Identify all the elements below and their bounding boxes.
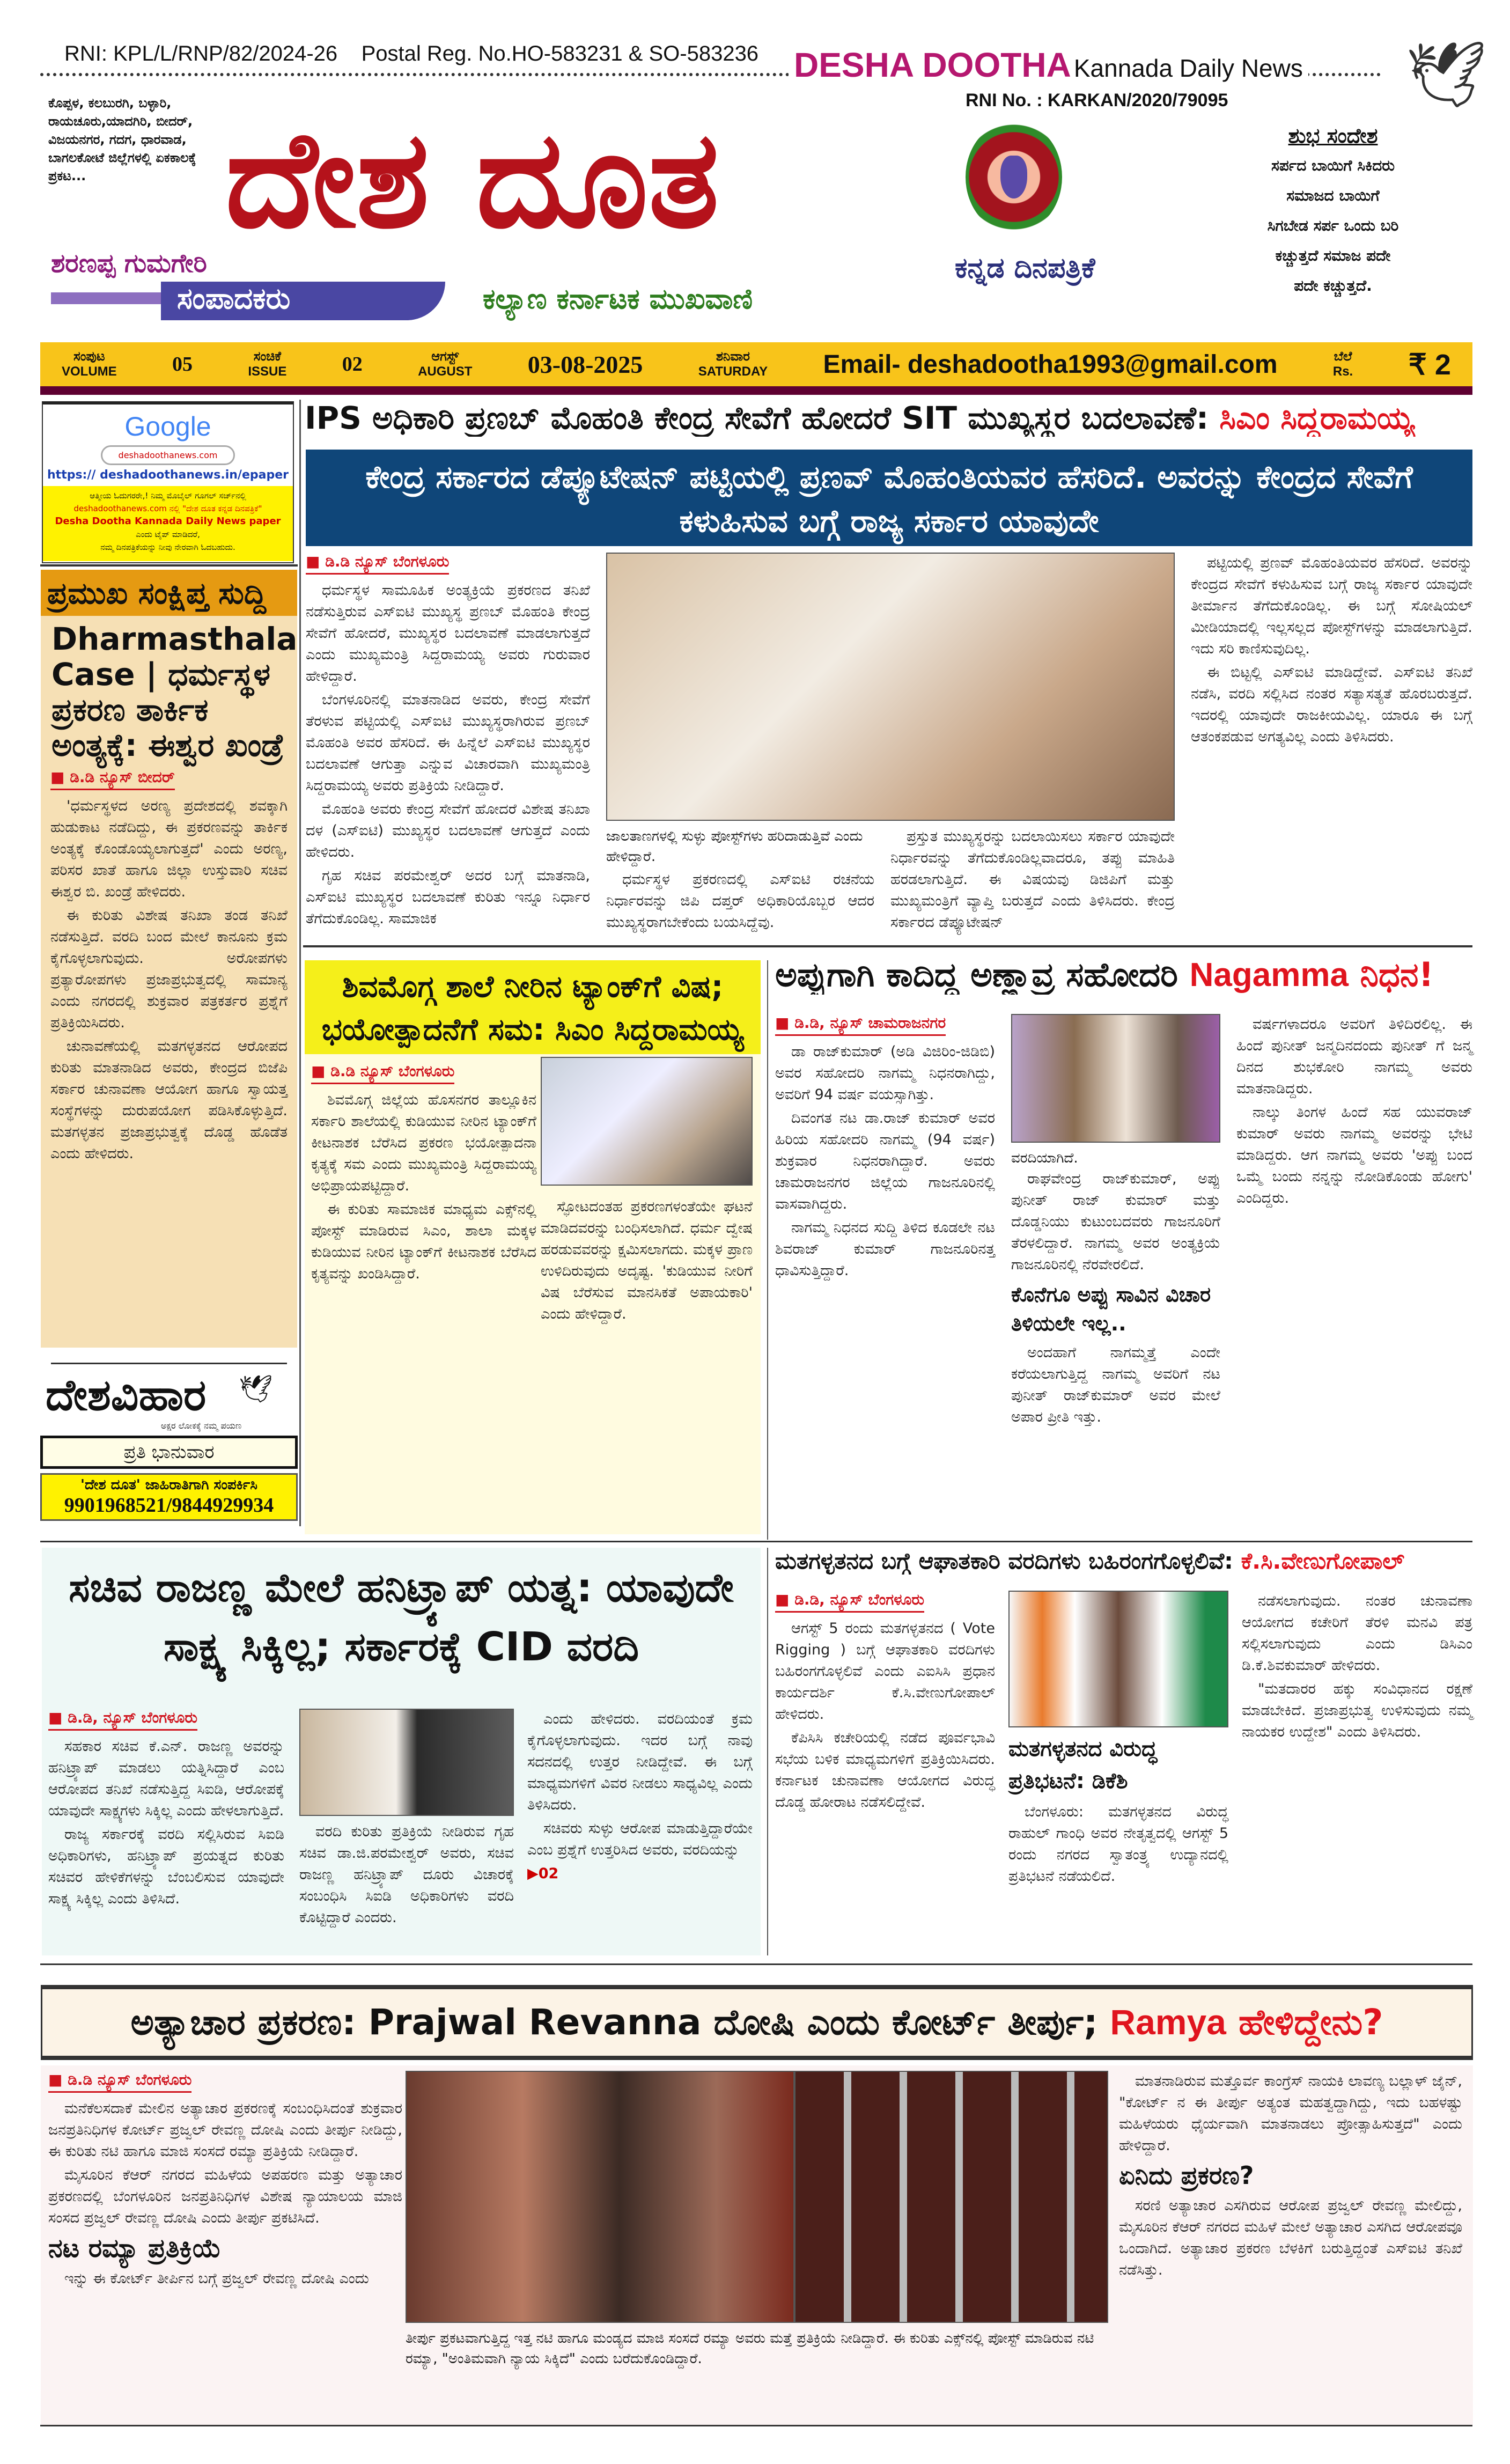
paragraph: "ಮತದಾರರ ಹಕ್ಕು ಸಂವಿಧಾನದ ರಕ್ಷಣೆ ಮಾಡಬೇಕಿದೆ. ಪ್ರಜಾಪ್ರಭುತ್ವ ಉಳಿಸುವುದು ನಮ್ಮ ನಾಯಕರ ಉದ್ದೇಶ" ಎಂದು ತಿಳಿಸಿದರು. [1242,1681,1472,1740]
headline-text: ಮತಗಳ್ಳತನದ ಬಗ್ಗೆ ಆಘಾತಕಾರಿ ವರದಿಗಳು ಬಹಿರಂಗಗೊಳ್ಳಲಿವೆ: [775,1548,1233,1574]
info-bar [40,342,1472,386]
paragraph: ಆಗಸ್ಟ್ 5 ರಂದು ಮತಗಳ್ಳತನದ ( Vote Rigging ) ಬಗ್ಗೆ ಆಘಾತಕಾರಿ ವರದಿಗಳು ಬಹಿರಂಗಗೊಳ್ಳಲಿವೆ ಎಂದು ಎಐಸಿಸಿ ಪ್ರಧಾನ ಕಾರ್ಯದರ್ಶಿ ಕೆ.ಸಿ.ವೇಣುಗೋಪಾಲ್ ಹೇಳಿದರು. [775,1620,995,1723]
epaper-url[interactable]: https:// deshadoothanews.in/epaper [47,468,289,482]
issue-label [248,349,286,379]
rni-line [64,42,758,66]
venugopal-headline [775,1548,1472,1575]
headline-highlight: ಸಿಎಂ ಸಿದ್ದರಾಮಯ್ಯ [1219,400,1415,436]
shivamogga-col-1 [311,1062,536,1287]
headline-end: ಹೇಳಿದ್ದೇನು? [1238,2002,1383,2043]
message-title: ಶುಭ ಸಂದೇಶ [1288,124,1378,148]
article-body [50,796,288,1165]
lead-col-2 [606,869,874,936]
subhead: ಮತಗಳ್ಳತನದ ವಿರುದ್ಧ ಪ್ರತಿಭಟನೆ: ಡಿಕೆಶಿ [1008,1737,1158,1793]
continued-page: 02 [538,1865,559,1882]
venugopal-col-1 [775,1591,995,1815]
lead-article [306,553,1472,939]
ad-yellow [43,486,293,561]
paragraph: ಈ ಬಿಟ್ಟಲ್ಲಿ ಎಸ್‌ಐಟಿ ಮಾಡಿದ್ದೇವೆ. ಎಸ್‌ಐಟಿ ತನಿಖೆ ನಡೆಸಿ, ವರದಿ ಸಲ್ಲಿಸಿದ ನಂತರ ಸತ್ಯಾಸತ್ಯತೆ ಹೊರಬರುತ್ತದೆ. ಇದರಲ್ಲಿ ಯಾವುದೇ ರಾಜಕೀಯವಿಲ್ಲ. ಯಾರೂ ಈ ಬಗ್ಗೆ ಆತಂಕಪಡುವ ಅಗತ್ಯವಿಲ್ಲ ಎಂದು ತಿಳಿಸಿದರು. [1191,664,1472,745]
prajwal-col-3 [1119,2071,1462,2283]
siddaramaiah-photo [606,553,1175,821]
paragraph: ಪಟ್ಟಿಯಲ್ಲಿ ಪ್ರಣವ್ ಮೊಹಂತಿಯವರ ಹೆಸರಿದೆ. ಅವರನ್ನು ಕೇಂದ್ರದ ಸೇವೆಗೆ ಕಳುಹಿಸುವ ಬಗ್ಗೆ ರಾಜ್ಯ ಸರ್ಕಾರ ಯಾವುದೇ ತೀರ್ಮಾನ ತೆಗೆದುಕೊಂಡಿಲ್ಲ. ಈ ಬಗ್ಗೆ ಸೋಷಿಯಲ್ ಮೀಡಿಯಾದಲ್ಲಿ ಇಲ್ಲಸಲ್ಲದ ಪೋಸ್ಟ್‌ಗಳನ್ನು ಮಾಡಲಾಗುತ್ತಿದೆ. ಇದು ಸರಿ ಕಾಣಿಸುವುದಿಲ್ಲ. [1191,555,1472,657]
editor-role-badge [161,282,445,320]
paragraph: ಅಂದಹಾಗೆ ನಾಗಮ್ಮತ್ತೆ ಎಂದೇ ಕರೆಯಲಾಗುತ್ತಿದ್ದ ನಾಗಮ್ಮ ಅವರಿಗೆ ನಟ ಪುನೀತ್ ರಾಜ್‌ಕುಮಾರ್ ಅವರ ಮೇಲೆ ಅಪಾರ ಪ್ರೀತಿ ಇತ್ತು. [1011,1344,1220,1425]
nagamma-headline [775,955,1472,995]
divider [40,1541,1472,1542]
paragraph: ರಾಘವೇಂದ್ರ ರಾಜ್‌ಕುಮಾರ್, ಅಪ್ಪು ಪುನೀತ್ ರಾಜ್ ಕುಮಾರ್ ಮತ್ತು ದೊಡ್ಡನಿಯು ಕುಟುಂಬದವರು ಗಾಜನೂರಿಗೆ ತೆರಳಲಿದ್ದಾರೆ. ನಾಗಮ್ಮ ಅವರ ಅಂತ್ಯಕ್ರಿಯೆ ಗಾಜನೂರಿನಲ್ಲಿ ನೆರವೇರಲಿದೆ. [1011,1171,1220,1273]
headline-highlight: ಕೆ.ಸಿ.ವೇಣುಗೋಪಾಲ್ [1241,1548,1405,1574]
byline: ■ ಡಿ.ಡಿ ನ್ಯೂಸ್ ಬೆಂಗಳೂರು [306,553,449,575]
photo-caption: ಜಾಲತಾಣಗಳಲ್ಲಿ ಸುಳ್ಳು ಪೋಸ್ಟ್‌ಗಳು ಹರಿದಾಡುತ್ತಿವೆ ಎಂದು ಹೇಳಿದ್ದಾರೆ. [606,828,863,865]
paragraph: ಈ ಕುರಿತು ವಿಶೇಷ ತನಿಖಾ ತಂಡ ತನಿಖೆ ನಡೆಸುತ್ತಿದೆ. ವರದಿ ಬಂದ ಮೇಲೆ ಕಾನೂನು ಕ್ರಮ ಕೈಗೊಳ್ಳಲಾಗುವುದು. ಅರೋಪಗಳು ಪ್ರತ್ಯಾರೋಪಗಳು ಪ್ರಜಾಪ್ರಭುತ್ವದಲ್ಲಿ ಸಾಮಾನ್ಯ ಎಂದು ನಗರದಲ್ಲಿ ಶುಕ್ರವಾರ ಪತ್ರಕರ್ತರ ಪ್ರಶ್ನೆಗೆ ಪ್ರತಿಕ್ರಿಯಿಸಿದರು. [50,907,288,1031]
venugopal-col-2 [1008,1733,1228,1889]
divider [40,1963,1472,1965]
message-line: ಪದೇ ಕಚ್ಚುತ್ತದೆ. [1294,277,1372,295]
paragraph: ಮೊಹಂತಿ ಅವರು ಕೇಂದ್ರ ಸೇವೆಗೆ ಹೋದರೆ ವಿಶೇಷ ತನಿಖಾ ದಳ (ಎಸ್‌ಐಟಿ) ಮುಖ್ಯಸ್ಥರ ಬದಲಾವಣೆ ಆಗುತ್ತದೆ ಎಂದು ಹೇಳಿದರು. [306,801,590,860]
shivamogga-story [305,960,761,1534]
cm-photo [541,1057,753,1186]
brief-headline: Dharmasthala Case | ಧರ್ಮಸ್ಥಳ ಪ್ರಕರಣ ತಾರ್ಕಿಕ ಅಂತ್ಯಕ್ಕೆ: ಈಶ್ವರ ಖಂಡ್ರೆ [51,621,298,763]
india-map-icon [1000,156,1027,198]
brand-name: DESHA DOOTHA [794,46,1071,84]
byline: ■ ಡಿ.ಡಿ ನ್ಯೂಸ್ ಬೀದರ್ [50,768,175,790]
lead-col-1 [306,553,590,932]
rajanna-photo [299,1709,514,1816]
cid-col-1 [48,1709,284,1912]
cid-col-2 [299,1821,514,1931]
paragraph: ಪ್ರಸ್ತುತ ಮುಖ್ಯಸ್ಥರನ್ನು ಬದಲಾಯಿಸಲು ಸರ್ಕಾರ ಯಾವುದೇ ನಿರ್ಧಾರವನ್ನು ತೆಗೆದುಕೊಂಡಿಲ್ಲವಾದರೂ, ತಪ್ಪು ಮಾಹಿತಿ ಹರಡಲಾಗುತ್ತಿದೆ. ಈ ವಿಷಯವು ಡಿಜಿಪಿಗೆ ಮತ್ತು ಮುಖ್ಯಮಂತ್ರಿಗೆ ವ್ಯಾಪ್ತಿ ಬರುತ್ತದೆ ಎಂದು ತಿಳಿಸಿದರು. ಕೇಂದ್ರ ಸರ್ಕಾರದ ಡೆಪ್ಯೂಟೇಷನ್ [890,828,1175,931]
paragraph: ಶಿವಮೊಗ್ಗ ಜಿಲ್ಲೆಯ ಹೊಸನಗರ ತಾಲ್ಲೂಕಿನ ಸರ್ಕಾರಿ ಶಾಲೆಯಲ್ಲಿ ಕುಡಿಯುವ ನೀರಿನ ಟ್ಯಾಂಕ್‌ಗೆ ಕೀಟನಾಶಕ ಬೆರೆಸಿದ ಪ್ರಕರಣ ಭಯೋತ್ಪಾದನಾ ಕೃತ್ಯಕ್ಕೆ ಸಮ ಎಂದು ಮುಖ್ಯಮಂತ್ರಿ ಸಿದ್ದರಾಮಯ್ಯ ಅಭಿಪ್ರಾಯಪಟ್ಟಿದ್ದಾರೆ. [311,1092,536,1194]
tagline: ಕಲ್ಯಾಣ ಕರ್ನಾಟಕ ಮುಖವಾಣಿ [483,283,753,315]
price-label [1333,349,1353,379]
paragraph: ಮನೆಕೆಲಸದಾಕೆ ಮೇಲಿನ ಅತ್ಯಾಚಾರ ಪ್ರಕರಣಕ್ಕೆ ಸಂಬಂಧಿಸಿದಂತೆ ಶುಕ್ರವಾರ ಜನಪ್ರತಿನಿಧಿಗಳ ಕೋರ್ಟ್ ಪ್ರಜ್ವಲ್ ರೇವಣ್ಣ ದೋಷಿ ಎಂದು ತೀರ್ಪು ನೀಡಿದ್ದು, ಈ ಕುರಿತು ನಟಿ ಹಾಗೂ ಮಾಜಿ ಸಂಸದೆ ರಮ್ಯಾ ಪ್ರತಿಕ್ರಿಯೆ ನೀಡಿದ್ದಾರೆ. [48,2100,402,2160]
byline: ■ ಡಿ.ಡಿ, ನ್ಯೂಸ್ ಬೆಂಗಳೂರು [48,1709,197,1731]
editor-tab [51,292,169,304]
good-message [1255,121,1411,301]
byline: ■ ಡಿ.ಡಿ ನ್ಯೂಸ್ ಬೆಂಗಳೂರು [48,2071,191,2093]
subhead: ಏನಿದು ಪ್ರಕರಣ? [1119,2161,1254,2190]
volume-value: 05 [172,353,193,376]
registration-dots [40,2425,1472,2436]
issue-en: ISSUE [248,364,287,379]
paragraph: ದಿವಂಗತ ನಟ ಡಾ.ರಾಜ್ ಕುಮಾರ್ ಅವರ ಹಿರಿಯ ಸಹೋದರಿ ನಾಗಮ್ಮ (94 ವರ್ಷ) ಶುಕ್ರವಾರ ನಿಧನರಾಗಿದ್ದಾರೆ. ಅವರು ಚಾಮರಾಜನಗರ ಜಿಲ್ಲೆಯ ಗಾಜನೂರಿನಲ್ಲಿ ವಾಸವಾಗಿದ್ದರು. [775,1110,995,1212]
birds-icon: 🕊 [239,1373,273,1404]
price-en: Rs. [1332,364,1353,379]
volume-kn: ಸಂಪುಟ [73,349,105,364]
issue-value: 02 [342,353,363,376]
headline-end: ನಿಧನ! [1360,955,1434,994]
cid-col-3 [527,1709,753,1885]
price-kn: ಬೆಲೆ [1334,349,1352,364]
byline: ■ ಡಿ.ಡಿ ನ್ಯೂಸ್ ಬೆಂಗಳೂರು [311,1062,454,1084]
month-label [418,349,472,379]
day-kn: ಶನಿವಾರ [716,349,750,364]
regions-text: ಕೊಪ್ಪಳ, ಕಲಬುರಗಿ, ಬಳ್ಳಾರಿ, ರಾಯಚೂರು,ಯಾದಗಿರಿ, ಬೀದರ್, ವಿಜಯನಗರ, ಗದಗ, ಧಾರವಾಡ, ಬಾಗಲಕೋಟೆ ಜಿಲ್ಲೆಗಳಲ್ಲಿ ಏಕಕಾಲಕ್ಕೆ ಪ್ರಕಟ... [48,95,196,183]
headline-text: ಅಪ್ಪುಗಾಗಿ ಕಾದಿದ್ದ ಅಣ್ಣಾವ್ರ ಸಹೋದರಿ [775,955,1178,994]
column-divider [299,400,301,1526]
volume-label [62,349,117,379]
paragraph: ಧರ್ಮಸ್ಥಳ ಪ್ರಕರಣದಲ್ಲಿ ಎಸ್‌ಐಟಿ ರಚನೆಯ ನಿರ್ಧಾರವನ್ನು ಜಿಪಿ ದಪ್ತರ್ ಅಧಿಕಾರಿಯೊಬ್ಬರ ಆದರ ಮುಖ್ಯಸ್ಥರಾಗಬೇಕೆಂದು ಬಯಸಿದ್ದೆವು. [606,871,874,931]
paragraph: ಸ್ಫೋಟದಂತಹ ಪ್ರಕರಣಗಳಂತೆಯೇ ಘಟನೆ ಮಾಡಿದವರನ್ನು ಬಂಧಿಸಲಾಗಿದೆ. ಧರ್ಮ ದ್ವೇಷ ಹರಡುವವರನ್ನು ಕ್ಷಮಿಸಲಾಗದು. ಮಕ್ಕಳ ಪ್ರಾಣ ಉಳಿದಿರುವುದು ಅದೃಷ್ಟ. 'ಕುಡಿಯುವ ನೀರಿಗೆ ವಿಷ ಬೆರೆಸುವ ಮಾನಸಿಕತೆ ಅಪಾಯಕಾರಿ' ಎಂದು ಹೇಳಿದ್ದಾರೆ. [541,1198,753,1322]
day-label [698,349,768,379]
shivamogga-headline: ಶಿವಮೊಗ್ಗ ಶಾಲೆ ನೀರಿನ ಟ್ಯಾಂಕ್‌ಗೆ ವಿಷ; ಭಯೋತ್ಪಾದನೆಗೆ ಸಮ: ಸಿಎಂ ಸಿದ್ದರಾಮಯ್ಯ [305,960,761,1054]
paragraph: ಈ ಕುರಿತು ಸಾಮಾಜಿಕ ಮಾಧ್ಯಮ ಎಕ್ಸ್‌ನಲ್ಲಿ ಪೋಸ್ಟ್ ಮಾಡಿರುವ ಸಿಎಂ, ಶಾಲಾ ಮಕ್ಕಳ ಕುಡಿಯುವ ನೀರಿನ ಟ್ಯಾಂಕ್‌ಗೆ ಕೀಟನಾಶಕ ಬೆರೆಸಿದ ಕೃತ್ಯವನ್ನು ಖಂಡಿಸಿದ್ದಾರೆ. [311,1201,536,1282]
rni-number: RNI: KPL/L/RNP/82/2024-26 [64,42,338,65]
ramya-photo [406,2071,794,2323]
editor-name: ಶರಣಪ್ಪ ಗುಮಗೇರಿ [51,248,207,278]
paragraph: ಮೈಸೂರಿನ ಕೆಆರ್ ನಗರದ ಮಹಿಳೆಯ ಅಪಹರಣ ಮತ್ತು ಅತ್ಯಾಚಾರ ಪ್ರಕರಣದಲ್ಲಿ ಬೆಂಗಳೂರಿನ ಜನಪ್ರತಿನಿಧಿಗಳ ವಿಶೇಷ ನ್ಯಾಯಾಲಯ ಮಾಜಿ ಸಂಸದ ಪ್ರಜ್ವಲ್ ರೇವಣ್ಣ ದೋಷಿ ಎಂದು ತೀರ್ಪು ಪ್ರಕಟಿಸಿದೆ. [48,2167,402,2226]
venugopal-col-3 [1242,1591,1472,1745]
paragraph: ವರ್ಷಗಳಾದರೂ ಅವರಿಗೆ ತಿಳಿದಿರಲಿಲ್ಲ. ಈ ಹಿಂದೆ ಪುನೀತ್ ಜನ್ಮದಿನದಂದು ಪುನೀತ್ ಗೆ ಜನ್ಮ ದಿನದ ಶುಭಕೋರಿ ನಾಗಮ್ಮ ಅವರು ಮಾತನಾಡಿದ್ದರು. [1236,1016,1472,1097]
byline: ■ ಡಿ.ಡಿ, ನ್ಯೂಸ್ ಬೆಂಗಳೂರು [775,1591,924,1613]
paragraph: ಇನ್ನು ಈ ಕೋರ್ಟ್ ತೀರ್ಪಿನ ಬಗ್ಗೆ ಪ್ರಜ್ವಲ್ ರೇವಣ್ಣ ದೋಷಿ ಎಂದು [64,2270,369,2287]
lead-col-4 [1191,553,1472,750]
issue-kn: ಸಂಚಿಕೆ [253,349,281,364]
venugopal-story [775,1548,1472,1955]
paragraph: ಚುನಾವಣೆಯಲ್ಲಿ ಮತಗಳ್ಳತನದ ಆರೋಪದ ಕುರಿತು ಮಾತನಾಡಿದ ಅವರು, ಕೇಂದ್ರದ ಬಿಜೆಪಿ ಸರ್ಕಾರ ಚುನಾವಣಾ ಆಯೋಗ ಹಾಗೂ ಸ್ವಾಯತ್ತ ಸಂಸ್ಥೆಗಳನ್ನು ದುರುಪಯೋಗ ಪಡಿಸಿಕೊಳ್ಳುತ್ತಿದೆ. ಮತಗಳ್ಳತನ ಪ್ರಜಾಪ್ರಭುತ್ವಕ್ಕೆ ದೊಡ್ಡ ಹೊಡೆತ ಎಂದು ಹೇಳಿದರು. [50,1038,288,1162]
message-line: ಸಮಾಜದ ಬಾಯಿಗೆ [1286,187,1380,204]
brief-article [41,768,297,1165]
column-divider [767,960,768,1540]
byline: ■ ಡಿ.ಡಿ, ನ್ಯೂಸ್ ಚಾಮರಾಜನಗರ [775,1014,946,1036]
paragraph: ನಡೆಸಲಾಗುವುದು. ನಂತರ ಚುನಾವಣಾ ಆಯೋಗದ ಕಚೇರಿಗೆ ತೆರಳಿ ಮನವಿ ಪತ್ರ ಸಲ್ಲಿಸಲಾಗುವುದು ಎಂದು ಡಿಸಿಎಂ ಡಿ.ಕೆ.ಶಿವಕುಮಾರ್ ಹೇಳಿದರು. [1242,1593,1472,1674]
postal-reg: Postal Reg. No.HO-583231 & SO-583236 [361,42,759,65]
paragraph: ಧರ್ಮಸ್ಥಳ ಸಾಮೂಹಿಕ ಅಂತ್ಯಕ್ರಿಯೆ ಪ್ರಕರಣದ ತನಿಖೆ ನಡೆಸುತ್ತಿರುವ ಎಸ್‌ಐಟಿ ಮುಖ್ಯಸ್ಥ ಪ್ರಣಬ್ ಮೊಹಂತಿ ಕೇಂದ್ರ ಸೇವೆಗೆ ಹೋದರೆ, ಮುಖ್ಯಸ್ಥರ ಬದಲಾವಣೆ ಮಾಡಲಾಗುತ್ತದೆ ಎಂದು ಮುಖ್ಯಮಂತ್ರಿ ಸಿದ್ದರಾಮಯ್ಯ ಅವರು ಗುರುವಾರ ಹೇಳಿದ್ದಾರೆ. [306,582,590,685]
subhead: ಕೊನೆಗೂ ಅಪ್ಪು ಸಾವಿನ ವಿಚಾರ ತಿಳಿಯಲೇ ಇಲ್ಲ.. [1011,1283,1211,1335]
search-box: deshadoothanews.com [101,445,235,465]
google-logo: Google [124,411,211,442]
divider [40,564,298,567]
price-value: ₹ 2 [1408,348,1451,381]
ad-phone: 9901968521/9844929934 [64,1494,274,1517]
photo-caption: ವರದಿಯಾಗಿದೆ. [1011,1150,1078,1166]
ad-line: Desha Dootha Kannada Daily News paper [55,516,281,527]
nagamma-story [775,955,1472,1534]
headline-text: IPS ಅಧಿಕಾರಿ ಪ್ರಣಬ್ ಮೊಹಂತಿ ಕೇಂದ್ರ ಸೇವೆಗೆ ಹೋದರೆ SIT ಮುಖ್ಯಸ್ಥರ ಬದಲಾವಣೆ: [305,400,1209,436]
nagamma-col-2 [1011,1148,1220,1430]
dove-icon: 🕊 [1405,38,1487,112]
editor-role: ಸಂಪಾದಕರು [177,282,291,315]
prajwal-col-1 [48,2071,402,2292]
deshavihara-logo: ದೇಶವಿಹಾರ [46,1370,207,1420]
cid-story [42,1548,761,1955]
continued-marker[interactable]: ▶02 [527,1865,559,1882]
banner-text: ಕೇಂದ್ರ ಸರ್ಕಾರದ ಡೆಪ್ಯೂಟೇಷನ್ ಪಟ್ಟಿಯಲ್ಲಿ ಪ್ರಣವ್ ಮೊಹಂತಿಯವರ ಹೆಸರಿದೆ. ಅವರನ್ನು ಕೇಂದ್ರದ ಸೇವೆಗೆ ಕಳುಹಿಸುವ ಬಗ್ಗೆ ರಾಜ್ಯ ಸರ್ಕಾರ ಯಾವುದೇ [365,459,1413,539]
cid-headline: ಸಚಿವ ರಾಜಣ್ಣ ಮೇಲೆ ಹನಿಟ್ರ್ಯಾಪ್ ಯತ್ನ: ಯಾವುದೇ ಸಾಕ್ಷ್ಯ ಸಿಕ್ಕಿಲ್ಲ; ಸರ್ಕಾರಕ್ಕೆ CID ವರದಿ [69,1565,734,1670]
puneeth-nagamma-photo [1011,1014,1220,1143]
schedule-box: ಪ್ರತಿ ಭಾನುವಾರ [40,1436,298,1469]
ad-contact-text: 'ದೇಶ ದೂತ' ಜಾಹಿರಾತಿಗಾಗಿ ಸಂಪರ್ಕಿಸಿ [80,1477,257,1493]
section-title: ಪ್ರಮುಖ ಸಂಕ್ಷಿಪ್ತ ಸುದ್ದಿ [41,570,297,616]
brief-news-box [41,570,297,1348]
headline-highlight: Ramya [1110,2002,1226,2042]
subhead: ನಟ ರಮ್ಯಾ ಪ್ರತಿಕ್ರಿಯೆ [48,2233,222,2263]
prajwal-story [41,2065,1473,2425]
ad-line: ಆತ್ಮೀಯ ಓದುಗರರೇ,! ನಿಮ್ಮ ಮೊಬೈಲ್ ಗೂಗಲ್ ಸರ್ಚ್‌ನಲ್ಲಿ [90,491,246,501]
emblem-logo [966,121,1062,233]
day-en: SATURDAY [698,364,768,379]
ad-line: ನಮ್ಮ ದಿನಪತ್ರಿಕೆಯನ್ನು ನೀವು ನೇರವಾಗಿ ಓದಬಹುದು. [100,542,235,552]
photo-caption: ತೀರ್ಪು ಪ್ರಕಟವಾಗುತ್ತಿದ್ದ ಇತ್ತ ನಟಿ ಹಾಗೂ ಮಂಡ್ಯದ ಮಾಜಿ ಸಂಸದೆ ರಮ್ಯಾ ಅವರು ಮತ್ತೆ ಪ್ರತಿಕ್ರಿಯೆ ನೀಡಿದ್ದಾರೆ. ಈ ಕುರಿತು ಎಕ್ಸ್‌ನಲ್ಲಿ ಪೋಸ್ಟ್ ಮಾಡಿರುವ ನಟಿ ರಮ್ಯಾ, "ಅಂತಿಮವಾಗಿ ನ್ಯಾಯ ಸಿಕ್ಕಿದೆ" ಎಂದು ಬರೆದುಕೊಂಡಿದ್ದಾರೆ. [406,2330,1094,2367]
venugopal-photo [1008,1591,1228,1727]
google-epaper-ad[interactable] [42,401,294,563]
paragraph: ಬೆಂಗಳೂರು: ಮತಗಳ್ಳತನದ ವಿರುದ್ಧ ರಾಹುಲ್ ಗಾಂಧಿ ಅವರ ನೇತೃತ್ವದಲ್ಲಿ ಆಗಸ್ಟ್ 5 ರಂದು ನಗರದ ಸ್ವಾತಂತ್ರ್ಯ ಉದ್ಯಾನದಲ್ಲಿ ಪ್ರತಿಭಟನೆ ನಡೆಯಲಿದೆ. [1008,1804,1228,1885]
rni-right: RNI No. : KARKAN/2020/79095 [966,90,1228,111]
paragraph: ನಾಲ್ಕು ತಿಂಗಳ ಹಿಂದೆ ಸಹ ಯುವರಾಜ್ ಕುಮಾರ್ ಅವರು ನಾಗಮ್ಮ ಅವರನ್ನು ಭೇಟಿ ಮಾಡಿದ್ದರು. ಆಗ ನಾಗಮ್ಮ ಅವರು 'ಅಪ್ಪು ಬಂದ ಒಮ್ಮೆ ಬಂದು ನನ್ನನ್ನು ನೋಡಿಕೊಂಡು ಹೋಗು' ಎಂದಿದ್ದರು. [1236,1104,1472,1207]
message-line: ಸರ್ಪದ ಬಾಯಿಗೆ ಸಿಕಿದರು [1271,157,1395,174]
paragraph: ಬೆಂಗಳೂರಿನಲ್ಲಿ ಮಾತನಾಡಿದ ಅವರು, ಕೇಂದ್ರ ಸೇವೆಗೆ ತೆರಳುವ ಪಟ್ಟಿಯಲ್ಲಿ ಎಸ್‌ಐಟಿ ಮುಖ್ಯಸ್ಥರಾಗಿರುವ ಪ್ರಣಬ್ ಮೊಹಂತಿ ಅವರ ಹೆಸರಿದೆ. ಈ ಹಿನ್ನೆಲೆ ಎಸ್‌ಐಟಿ ಮುಖ್ಯಸ್ಥರ ಬದಲಾವಣೆ ಆಗುತ್ತಾ ಎನ್ನುವ ವಿಚಾರವಾಗಿ ಮುಖ್ಯಮಂತ್ರಿ ಸಿದ್ದರಾಮಯ್ಯ ಅವರು ಪ್ರತಿಕ್ರಿಯೆ ನೀಡಿದ್ದಾರೆ. [306,692,590,794]
lead-col-3 [890,826,1175,936]
paragraph: ಮಾತನಾಡಿರುವ ಮತ್ತೊರ್ವ ಕಾಂಗ್ರೆಸ್ ನಾಯಕಿ ಲಾವಣ್ಯ ಬಲ್ಲಾಳ್ ಜೈನ್, "ಕೋರ್ಟ್ ನ ಈ ತೀರ್ಪು ಅತ್ಯಂತ ಮಹತ್ವದ್ದಾಗಿದ್ದು, ಇದು ಬಹಳಷ್ಟು ಮಹಿಳೆಯರು ಧೈರ್ಯವಾಗಿ ಮಾತನಾಡಲು ಪ್ರೋತ್ಸಾಹಿಸುತ್ತದೆ" ಎಂದು ಹೇಳಿದ್ದಾರೆ. [1119,2073,1462,2154]
email-link[interactable]: Email- deshadootha1993@gmail.com [823,350,1278,379]
ad-line: ಎಂದು ಟೈಪ್ ಮಾಡಿದರೆ, [136,529,200,539]
headline-highlight: Nagamma [1189,957,1349,994]
paragraph: ಎಂದು ಹೇಳಿದರು. ವರದಿಯಂತೆ ಕ್ರಮ ಕೈಗೊಳ್ಳಲಾಗುವುದು. ಇದರ ಬಗ್ಗೆ ನಾವು ಸದನದಲ್ಲಿ ಉತ್ತರ ನೀಡಿದ್ದೇವೆ. ಈ ಬಗ್ಗೆ ಮಾಧ್ಯಮಗಳಿಗೆ ವಿವರ ನೀಡಲು ಸಾಧ್ಯವಿಲ್ಲ ಎಂದು ತಿಳಿಸಿದರು. [527,1711,753,1813]
prajwal-headline-box [41,1985,1473,2060]
paper-type: ಕನ್ನಡ ದಿನಪತ್ರಿಕೆ [955,252,1095,284]
volume-en: VOLUME [62,364,117,379]
brand-english [789,45,1308,85]
divider [51,1363,287,1364]
nagamma-col-1 [775,1014,995,1284]
paragraph: ನಾಗಮ್ಮ ನಿಧನದ ಸುದ್ದಿ ತಿಳಿದ ಕೂಡಲೇ ನಟ ಶಿವರಾಜ್ ಕುಮಾರ್ ಗಾಜನೂರಿನತ್ತ ಧಾವಿಸುತ್ತಿದ್ದಾರೆ. [775,1219,995,1279]
date-value: 03-08-2025 [527,350,643,378]
paragraph: ಡಾ ರಾಜ್‌ಕುಮಾರ್ (ಅಡಿ ವಿಜಿರಿಂ-ಜಿಡಿಬಿ) ಅವರ ಸಹೋದರಿ ನಾಗಮ್ಮ ನಿಧನರಾಗಿದ್ದು, ಅವರಿಗೆ 94 ವರ್ಷ ವಯಸ್ಸಾಗಿತ್ತು. [775,1043,995,1103]
headline-text: ಅತ್ಯಾಚಾರ ಪ್ರಕರಣ: Prajwal Revanna ದೋಷಿ ಎಂದು ಕೋರ್ಟ್ ತೀರ್ಪು; [130,2002,1098,2043]
paragraph: ಗೃಹ ಸಚಿವ ಪರಮೇಶ್ವರ್ ಅದರ ಬಗ್ಗೆ ಮಾತನಾಡಿ, ಎಸ್‌ಐಟಿ ಮುಖ್ಯಸ್ಥರ ಬದಲಾವಣೆ ಕುರಿತು ಇನ್ನೂ ನಿರ್ಧಾರ ತೆಗೆದುಕೊಂಡಿಲ್ಲ. ಸಾಮಾಜಿಕ [306,867,590,927]
nagamma-col-3 [1236,1014,1472,1211]
lead-headline [305,400,1474,437]
newspaper-title: ದೇಶ ದೂತ [225,101,720,258]
divider [303,945,1472,947]
maroon-rule [40,386,1472,395]
message-line: ಸಿಗಬೇಡ ಸರ್ಪ ಒಂದು ಬರಿ [1267,217,1399,234]
message-line: ಕಚ್ಚುತ್ತದೆ ಸಮಾಜ ಪದೇ [1275,247,1391,264]
paragraph: ಸಹಕಾರ ಸಚಿವ ಕೆ.ಎನ್. ರಾಜಣ್ಣ ಅವರನ್ನು ಹನಿಟ್ರ್ಯಾಪ್ ಮಾಡಲು ಯತ್ನಿಸಿದ್ದಾರೆ ಎಂಬ ಆರೋಪದ ತನಿಖೆ ನಡೆಸುತ್ತಿದ್ದ ಸಿಐಡಿ, ಆರೋಪಕ್ಕೆ ಯಾವುದೇ ಸಾಕ್ಷ್ಯಗಳು ಸಿಕ್ಕಿಲ್ಲ ಎಂದು ಹೇಳಲಾಗುತ್ತಿದೆ. [48,1738,284,1819]
paragraph: ಸಚಿವರು ಸುಳ್ಳು ಆರೋಪ ಮಾಡುತ್ತಿದ್ದಾರೆಯೇ ಎಂಬ ಪ್ರಶ್ನೆಗೆ ಉತ್ತರಿಸಿದ ಅವರು, ವರದಿಯನ್ನು [527,1820,753,1858]
month-en: AUGUST [418,364,473,379]
shivamogga-col-2 [541,1196,753,1327]
paragraph: ಕೆಪಿಸಿಸಿ ಕಚೇರಿಯಲ್ಲಿ ನಡೆದ ಪೂರ್ವಭಾವಿ ಸಭೆಯ ಬಳಿಕ ಮಾಧ್ಯಮಗಳಿಗೆ ಪ್ರತಿಕ್ರಿಯಿಸಿದರು. ಕರ್ನಾಟಕ ಚುನಾವಣಾ ಆಯೋಗದ ವಿರುದ್ಧ ದೊಡ್ಡ ಹೋರಾಟ ನಡೆಸಲಿದ್ದೇವೆ. [775,1730,995,1811]
paragraph: ರಾಜ್ಯ ಸರ್ಕಾರಕ್ಕೆ ವರದಿ ಸಲ್ಲಿಸಿರುವ ಸಿಐಡಿ ಅಧಿಕಾರಿಗಳು, ಹನಿಟ್ರ್ಯಾಪ್ ಪ್ರಯತ್ನದ ಕುರಿತು ಸಚಿವರ ಹೇಳಿಕೆಗಳನ್ನು ಬೆಂಬಲಿಸುವ ಯಾವುದೇ ಸಾಕ್ಷ್ಯ ಸಿಕ್ಕಿಲ್ಲ ಎಂದು ತಿಳಿಸಿದೆ. [48,1826,284,1907]
deshavihara-tag: ಅಕ್ಷರ ಲೋಕಕ್ಕೆ ನಮ್ಮ ಪಯಣ [160,1421,242,1431]
paragraph: ಸರಣಿ ಅತ್ಯಾಚಾರ ಎಸಗಿರುವ ಆರೋಪ ಪ್ರಜ್ವಲ್ ರೇವಣ್ಣ ಮೇಲಿದ್ದು, ಮೈಸೂರಿನ ಕೆಆರ್ ನಗರದ ಮಹಿಳೆ ಮೇಲೆ ಅತ್ಯಾಚಾರ ಎಸಗಿದ ಆರೋಪವೂ ಒಂದಾಗಿದೆ. ಅತ್ಯಾಚಾರ ಪ್ರಕರಣ ಬೆಳಕಿಗೆ ಬರುತ್ತಿದ್ದಂತೆ ಎಸ್‌ಐಟಿ ತನಿಖೆ ನಡೆಸಿತ್ತು. [1119,2197,1462,2278]
deshavihara-ad [40,1363,298,1540]
paragraph: ವರದಿ ಕುರಿತು ಪ್ರತಿಕ್ರಿಯೆ ನೀಡಿರುವ ಗೃಹ ಸಚಿವ ಡಾ.ಜಿ.ಪರಮೇಶ್ವರ್ ಅವರು, ಸಚಿವ ರಾಜಣ್ಣ ಹನಿಟ್ರ್ಯಾಪ್ ದೂರು ವಿಚಾರಕ್ಕೆ ಸಂಬಂಧಿಸಿ ಸಿಐಡಿ ಅಧಿಕಾರಿಗಳು ವರದಿ ಕೊಟ್ಟಿದ್ದಾರೆ ಎಂದರು. [299,1823,514,1926]
paragraph: 'ಧರ್ಮಸ್ಥಳದ ಅರಣ್ಯ ಪ್ರದೇಶದಲ್ಲಿ ಶವಕ್ಕಾಗಿ ಹುಡುಕಾಟ ನಡೆದಿದ್ದು, ಈ ಪ್ರಕರಣವನ್ನು ತಾರ್ಕಿಕ ಅಂತ್ಯಕ್ಕೆ ಕೊಂಡೊಯ್ಯಲಾಗುತ್ತದೆ' ಎಂದು ಅರಣ್ಯ, ಪರಿಸರ ಖಾತೆ ಹಾಗೂ ಜಿಲ್ಲಾ ಉಸ್ತುವಾರಿ ಸಚಿವ ಈಶ್ವರ ಬಿ. ಖಂಡ್ರೆ ಹೇಳಿದರು. [50,798,288,900]
prajwal-behind-bars-photo [794,2071,1108,2323]
month-kn: ಆಗಸ್ಟ್ [431,349,459,364]
ad-line: deshadoothanews.com ನಲ್ಲಿ "ದೇಶ ದೂತ ಕನ್ನಡ ದಿನಪತ್ರಿಕೆ" [73,504,262,513]
brand-subtitle: Kannada Daily News [1073,54,1303,82]
column-divider [767,1548,768,1955]
lead-banner [306,450,1472,546]
ad-contact-box [40,1473,298,1521]
